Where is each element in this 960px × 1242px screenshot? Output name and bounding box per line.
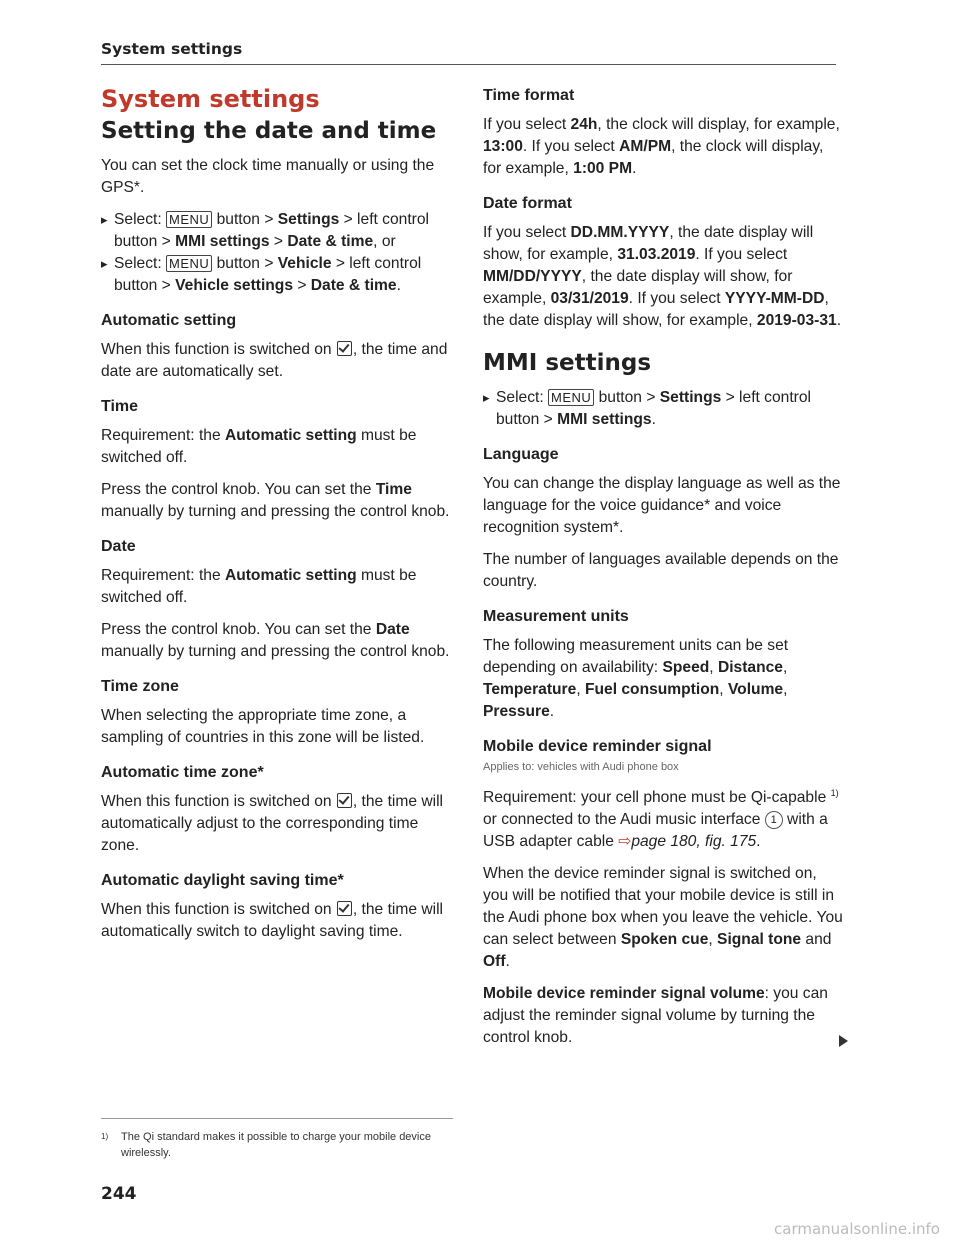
checkbox-checked-icon: [337, 341, 352, 356]
time-instructions: Press the control knob. You can set the Time manually by turning and pressing the control knob.: [101, 481, 450, 520]
step-list: [101, 209, 453, 297]
footnote-mark: 1): [101, 1132, 109, 1141]
date-requirement: Requirement: the Automatic setting must be switched off.: [101, 567, 417, 606]
heading-automatic-dst: Automatic daylight saving time*: [101, 872, 344, 889]
time-requirement: Requirement: the Automatic setting must be switched off.: [101, 427, 417, 466]
footnote-ref: 1): [830, 788, 839, 798]
footnote-text: The Qi standard makes it possible to charge your mobile device wirelessly.: [121, 1131, 431, 1159]
mmi-settings-title: MMI settings: [483, 350, 652, 376]
continued-arrow-icon: [839, 1035, 848, 1047]
mobile-reminder-volume-text: Mobile device reminder signal volume: you can adjust the reminder signal volume by turning the control knob.: [483, 983, 843, 1049]
mobile-reminder-text: When the device reminder signal is switched on, you will be notified that your mobile device is still in the Audi phone box when you leave the vehicle. You can select between Spoken cue, Signal tone and Off.: [483, 865, 843, 971]
menu-key: MENU: [166, 255, 212, 272]
heading-mobile-device-reminder: Mobile device reminder signal: [483, 738, 712, 755]
date-format-text: If you select DD.MM.YYYY, the date display will show, for example, 31.03.2019. If you select MM/DD/YYYY, the date display will show, for example, 03/31/2019. If you select YYYY-MM-DD, the date display will show, for example, 2019-03-31.: [483, 224, 842, 329]
step-item: ▸ Select: MENU button > Settings > left control button > MMI settings.: [483, 387, 843, 431]
heading-language: Language: [483, 446, 559, 463]
menu-key: MENU: [166, 211, 212, 228]
language-text: You can change the display language as well as the language for the voice guidance* and voice recognition system*.: [483, 475, 841, 536]
step-item: ▸ Select: MENU button > Settings > left control button > MMI settings > Date & time, or: [101, 209, 453, 253]
heading-time-zone: Time zone: [101, 678, 179, 695]
checkbox-checked-icon: [337, 901, 352, 916]
time-format-text: If you select 24h, the clock will display, for example, 13:00. If you select AM/PM, the clock will display, for example, 1:00 PM.: [483, 116, 840, 177]
heading-automatic-time-zone: Automatic time zone*: [101, 764, 264, 781]
checkbox-checked-icon: [337, 793, 352, 808]
cross-reference-arrow-icon: ⇨: [618, 833, 632, 851]
heading-time-format: Time format: [483, 87, 575, 104]
menu-key: MENU: [548, 389, 594, 406]
subsection-title: Setting the date and time: [101, 118, 437, 144]
left-column: [101, 84, 453, 953]
mobile-reminder-requirement: Requirement: your cell phone must be Qi-capable $^{1)}$ or connected to the Audi music interface 1 with a USB adapter cable ⇨page 180, fig. 175.: [483, 788, 839, 851]
heading-date: Date: [101, 538, 136, 555]
running-head: System settings: [101, 40, 836, 65]
step-list: [483, 387, 843, 431]
language-availability-text: The number of languages available depends on the country.: [483, 551, 839, 590]
cross-reference-link[interactable]: page 180, fig. 175: [631, 833, 757, 851]
section-title: System settings: [101, 85, 320, 113]
time-zone-text: When selecting the appropriate time zone, a sampling of countries in this zone will be listed.: [101, 707, 425, 746]
page-number: 244: [101, 1184, 137, 1204]
measurement-units-text: The following measurement units can be set depending on availability: Speed, Distance, Temperature, Fuel consumption, Volume, Pressure.: [483, 637, 789, 720]
heading-automatic-setting: Automatic setting: [101, 312, 237, 329]
heading-time: Time: [101, 398, 139, 415]
callout-number-icon: 1: [765, 811, 783, 829]
right-column: [483, 84, 843, 1059]
automatic-dst-text: When this function is switched on , the time will automatically switch to daylight saving time.: [101, 901, 444, 940]
automatic-setting-text: When this function is switched on , the time and date are automatically set.: [101, 341, 448, 380]
automatic-time-zone-text: When this function is switched on , the time will automatically adjust to the corresponding time zone.: [101, 793, 444, 854]
step-item: ▸ Select: MENU button > Vehicle > left control button > Vehicle settings > Date & time.: [101, 253, 453, 297]
date-instructions: Press the control knob. You can set the Date manually by turning and pressing the control knob.: [101, 621, 450, 660]
applies-to-note: Applies to: vehicles with Audi phone box: [483, 761, 679, 773]
watermark: carmanualsonline.info: [774, 1220, 940, 1238]
heading-measurement-units: Measurement units: [483, 608, 629, 625]
intro-text: You can set the clock time manually or using the GPS*.: [101, 157, 435, 196]
footnote-divider: [101, 1118, 453, 1119]
footnote: [101, 1129, 453, 1161]
heading-date-format: Date format: [483, 195, 572, 212]
